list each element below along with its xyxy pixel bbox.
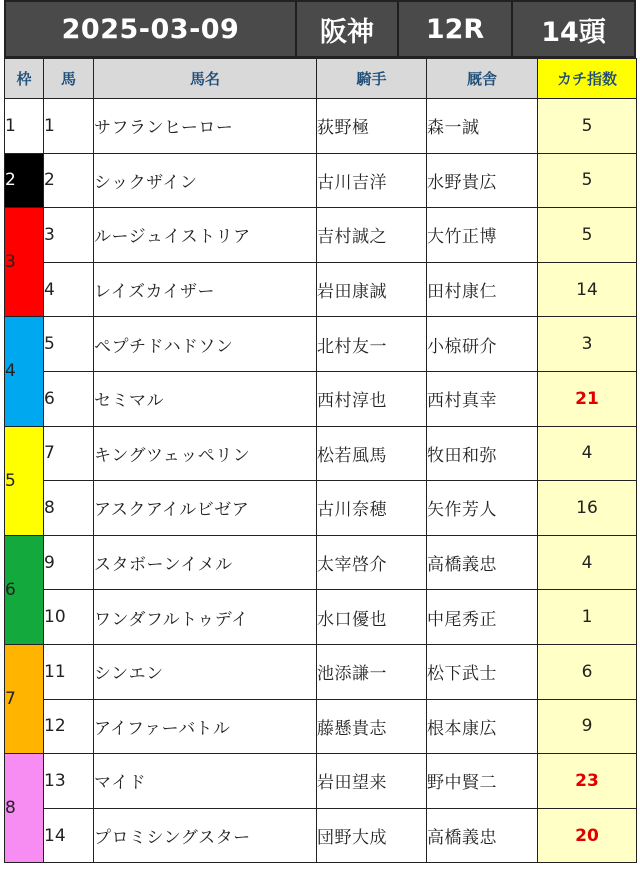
table-row [5, 754, 637, 809]
horse-name: サフランヒーロー [94, 99, 317, 154]
table-row [5, 644, 637, 699]
uma-number: 13 [44, 754, 94, 809]
uma-number: 1 [44, 99, 94, 154]
jockey-name: 水口優也 [317, 590, 427, 645]
table-row [5, 535, 637, 590]
kachi-index-highlight: 20 [538, 808, 637, 863]
jockey-name: 西村淳也 [317, 371, 427, 426]
kachi-index: 14 [538, 262, 637, 317]
col-header-jockey: 騎手 [317, 59, 427, 99]
jockey-name: 岩田望来 [317, 754, 427, 809]
trainer-name: 高橋義忠 [427, 535, 538, 590]
field-size: 14頭 [541, 16, 606, 48]
waku-cell-6: 6 [5, 535, 44, 644]
race-date: 2025-03-09 [6, 2, 297, 56]
uma-number: 11 [44, 644, 94, 699]
kachi-index: 5 [538, 99, 637, 154]
col-header-trainer: 厩舎 [427, 59, 538, 99]
table-row [5, 808, 637, 863]
col-header-uma: 馬 [44, 59, 94, 99]
col-header-name: 馬名 [94, 59, 317, 99]
horse-name: レイズカイザー [94, 262, 317, 317]
trainer-name: 野中賢二 [427, 754, 538, 809]
table-row [5, 371, 637, 426]
trainer-name: 小椋研介 [427, 317, 538, 372]
waku-cell-1: 1 [5, 99, 44, 154]
uma-number: 9 [44, 535, 94, 590]
jockey-name: 古川奈穂 [317, 481, 427, 536]
kachi-index: 1 [538, 590, 637, 645]
uma-number: 7 [44, 426, 94, 481]
race-header [4, 0, 636, 58]
col-header-waku: 枠 [5, 59, 44, 99]
jockey-name: 岩田康誠 [317, 262, 427, 317]
table-row [5, 481, 637, 536]
horse-name: プロミシングスター [94, 808, 317, 863]
trainer-name: 牧田和弥 [427, 426, 538, 481]
kachi-index: 9 [538, 699, 637, 754]
jockey-name: 太宰啓介 [317, 535, 427, 590]
jockey-name: 吉村誠之 [317, 208, 427, 263]
horse-name: マイド [94, 754, 317, 809]
kachi-index-highlight: 23 [538, 754, 637, 809]
trainer-name: 大竹正博 [427, 208, 538, 263]
horse-name: スタボーンイメル [94, 535, 317, 590]
kachi-index: 5 [538, 208, 637, 263]
trainer-name: 根本康広 [427, 699, 538, 754]
table-row [5, 317, 637, 372]
table-row [5, 153, 637, 208]
table-row [5, 699, 637, 754]
uma-number: 12 [44, 699, 94, 754]
trainer-name: 水野貴広 [427, 153, 538, 208]
table-row [5, 208, 637, 263]
waku-cell-8: 8 [5, 754, 44, 863]
horse-name: アイファーバトル [94, 699, 317, 754]
uma-number: 8 [44, 481, 94, 536]
horse-name: ワンダフルトゥデイ [94, 590, 317, 645]
horse-name: ペプチドハドソン [94, 317, 317, 372]
kachi-index: 6 [538, 644, 637, 699]
uma-number: 3 [44, 208, 94, 263]
horse-name: キングツェッペリン [94, 426, 317, 481]
horse-name: シンエン [94, 644, 317, 699]
horse-name: シックザイン [94, 153, 317, 208]
waku-cell-4: 4 [5, 317, 44, 426]
waku-cell-7: 7 [5, 644, 44, 753]
uma-number: 2 [44, 153, 94, 208]
uma-number: 14 [44, 808, 94, 863]
trainer-name: 西村真幸 [427, 371, 538, 426]
uma-number: 4 [44, 262, 94, 317]
trainer-name: 森一誠 [427, 99, 538, 154]
kachi-index: 5 [538, 153, 637, 208]
kachi-index: 3 [538, 317, 637, 372]
jockey-name: 松若風馬 [317, 426, 427, 481]
kachi-index: 4 [538, 535, 637, 590]
jockey-name: 藤懸貴志 [317, 699, 427, 754]
trainer-name: 中尾秀正 [427, 590, 538, 645]
kachi-index: 4 [538, 426, 637, 481]
horse-name: ルージュイストリア [94, 208, 317, 263]
table-header-row [5, 59, 637, 99]
horse-name: セミマル [94, 371, 317, 426]
waku-cell-3: 3 [5, 208, 44, 317]
uma-number: 10 [44, 590, 94, 645]
jockey-name: 北村友一 [317, 317, 427, 372]
table-row [5, 262, 637, 317]
entries-table [4, 58, 637, 863]
race-number: 12R [399, 2, 513, 56]
kachi-index: 16 [538, 481, 637, 536]
waku-cell-2: 2 [5, 153, 44, 208]
trainer-name: 高橋義忠 [427, 808, 538, 863]
table-row [5, 426, 637, 481]
race-venue: 阪神 [297, 2, 399, 56]
uma-number: 5 [44, 317, 94, 372]
uma-number: 6 [44, 371, 94, 426]
col-header-kachi: カチ指数 [538, 59, 637, 99]
waku-cell-5: 5 [5, 426, 44, 535]
jockey-name: 古川吉洋 [317, 153, 427, 208]
table-row [5, 99, 637, 154]
table-row [5, 590, 637, 645]
jockey-name: 池添謙一 [317, 644, 427, 699]
trainer-name: 田村康仁 [427, 262, 538, 317]
jockey-name: 団野大成 [317, 808, 427, 863]
trainer-name: 松下武士 [427, 644, 538, 699]
jockey-name: 荻野極 [317, 99, 427, 154]
horse-name: アスクアイルビゼア [94, 481, 317, 536]
trainer-name: 矢作芳人 [427, 481, 538, 536]
kachi-index-highlight: 21 [538, 371, 637, 426]
